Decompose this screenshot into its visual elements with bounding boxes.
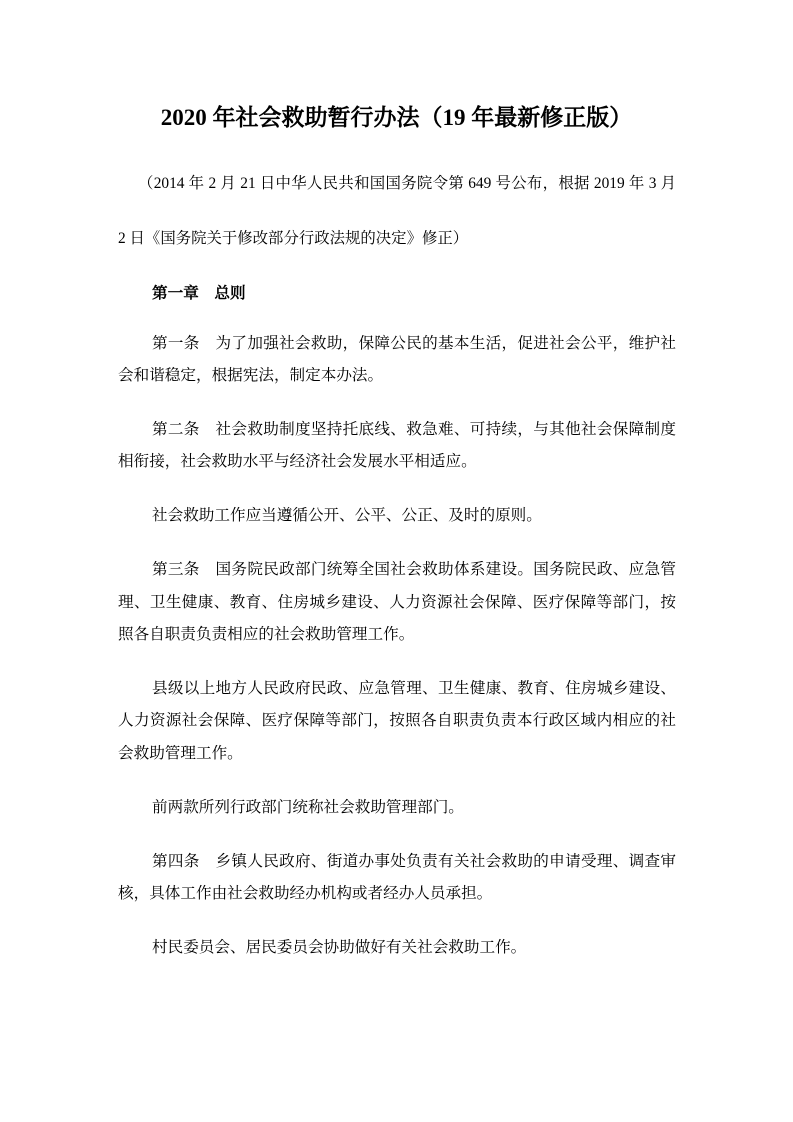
paragraph-line: 第四条 乡镇人民政府、街道办事处负责有关社会救助的申请受理、调查审 [152, 852, 676, 870]
paragraph-line: 前两款所列行政部门统称社会救助管理部门。 [152, 798, 464, 816]
document-title: 2020 年社会救助暂行办法（19 年最新修正版） [160, 105, 633, 130]
paragraph-line: 县级以上地方人民政府民政、应急管理、卫生健康、教育、住房城乡建设、 [152, 679, 676, 697]
source-note-line: 2 日《国务院关于修改部分行政法规的决定》修正） [118, 229, 469, 247]
article-4-paragraph-2 [118, 932, 676, 964]
paragraph-line: 社会救助工作应当遵循公开、公平、公正、及时的原则。 [152, 507, 542, 525]
paragraph-line: 会和谐稳定，根据宪法，制定本办法。 [118, 367, 384, 385]
article-2-paragraph-2 [118, 500, 676, 532]
source-note-line: （2014 年 2 月 21 日中华人民共和国国务院令第 649 号公布，根据 2019 年 3 月 [138, 174, 676, 192]
paragraph-line: 照各自职责负责相应的社会救助管理工作。 [118, 625, 415, 643]
paragraph-line: 第二条 社会救助制度坚持托底线、救急难、可持续，与其他社会保障制度 [152, 421, 676, 439]
chapter-heading: 第一章 总则 [152, 284, 246, 302]
paragraph-line: 理、卫生健康、教育、住房城乡建设、人力资源社会保障、医疗保障等部门，按 [118, 593, 676, 611]
article-2-paragraph-1 [118, 414, 676, 479]
paragraph-line: 会救助管理工作。 [118, 744, 243, 762]
paragraph-line: 第三条 国务院民政部门统筹全国社会救助体系建设。国务院民政、应急管 [152, 561, 676, 579]
article-4-paragraph-1 [118, 846, 676, 911]
source-note [118, 156, 676, 266]
paragraph-line: 第一条 为了加强社会救助，保障公民的基本生活，促进社会公平，维护社 [152, 334, 676, 352]
article-1 [118, 328, 676, 393]
paragraph-line: 人力资源社会保障、医疗保障等部门，按照各自职责负责本行政区域内相应的社 [118, 712, 676, 730]
article-3-paragraph-2 [118, 673, 676, 770]
article-3-paragraph-1 [118, 554, 676, 651]
article-3-paragraph-3 [118, 792, 676, 824]
document-body [118, 156, 676, 965]
paragraph-line: 相衔接，社会救助水平与经济社会发展水平相适应。 [118, 453, 477, 471]
paragraph-line: 村民委员会、居民委员会协助做好有关社会救助工作。 [152, 938, 527, 956]
paragraph-line: 核，具体工作由社会救助经办机构或者经办人员承担。 [118, 884, 493, 902]
